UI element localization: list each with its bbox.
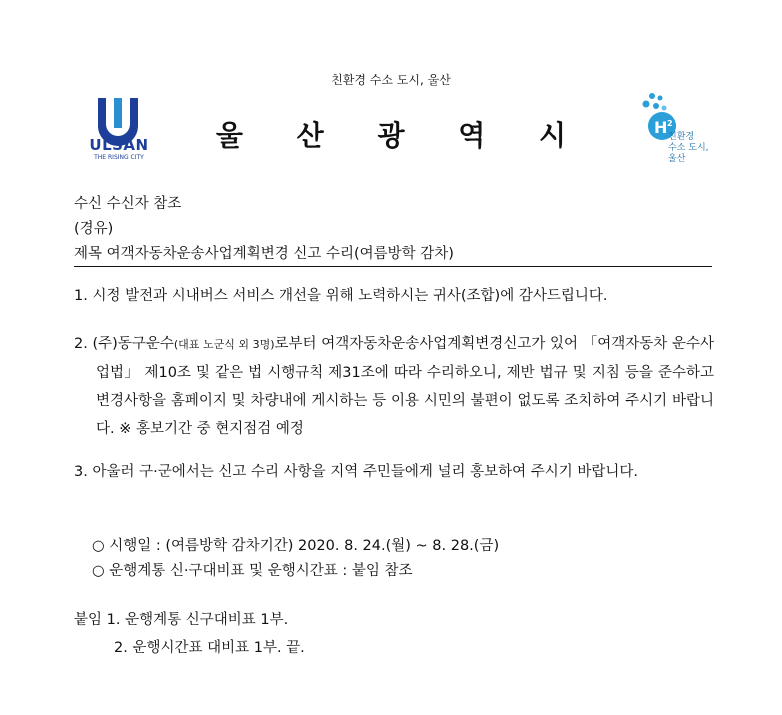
paragraph-3: 3. 아울러 구·군에서는 신고 수리 사항을 지역 주민들에게 널리 홍보하여 주시기 바랍니다. bbox=[74, 464, 638, 480]
hydrogen-logo-line-2: 수소 도시, bbox=[668, 143, 709, 153]
svg-text:H: H bbox=[654, 118, 668, 137]
ulsan-logo-subtext: THE RISING CITY bbox=[94, 154, 144, 161]
paragraph-2-rest: 로부터 여객자동차운송사업계획변경신고가 있어 「여객자동차 운수사업법」 제10조 및 같은 법 시행규칙 제31조에 따라 수리하오니, 제반 법규 및 지침 등을 준수하고 변경사항을 홈페이지 및 차량내에 게시하는 등 이용 시민의 불편이 없도록 조치하여 주시기 바랍니다. ※ 홍보기간 중 현지점검 예정 bbox=[96, 336, 715, 437]
recipient-line: 수신 수신자 참조 bbox=[74, 196, 182, 212]
attachment-2: 2. 운행시간표 대비표 1부. 끝. bbox=[114, 640, 305, 656]
ulsan-logo-text: ULSAN bbox=[89, 136, 149, 154]
bullet-effective-date: ○ 시행일 : (여름방학 감차기간) 2020. 8. 24.(월) ~ 8. 28.(금) bbox=[92, 538, 500, 554]
hydrogen-logo-line-1: 친환경 bbox=[668, 132, 695, 142]
subject-divider bbox=[74, 266, 712, 267]
paragraph-2-start: 2. (주)동구운수 bbox=[74, 336, 174, 352]
paragraph-1: 1. 시정 발전과 시내버스 서비스 개선을 위해 노력하시는 귀사(조합)에 감사드립니다. bbox=[74, 288, 608, 304]
hydrogen-logo-line-3: 울산 bbox=[668, 154, 686, 164]
bullet-route-comparison: ○ 운행계통 신·구대비표 및 운행시간표 : 붙임 참조 bbox=[92, 563, 413, 579]
subject-line: 제목 여객자동차운송사업계획변경 신고 수리(여름방학 감차) bbox=[74, 246, 454, 262]
paragraph-2-representative: (대표 노군식 외 3명) bbox=[173, 338, 275, 351]
svg-text:2: 2 bbox=[667, 119, 673, 128]
attachment-1: 붙임 1. 운행계통 신구대비표 1부. bbox=[74, 612, 289, 628]
hydrogen-logo-text bbox=[668, 132, 709, 165]
paragraph-2 bbox=[74, 330, 714, 443]
organization-name: 울 산 광 역 시 bbox=[215, 119, 589, 152]
via-line: (경유) bbox=[74, 221, 114, 237]
header-slogan: 친환경 수소 도시, 울산 bbox=[331, 73, 451, 87]
